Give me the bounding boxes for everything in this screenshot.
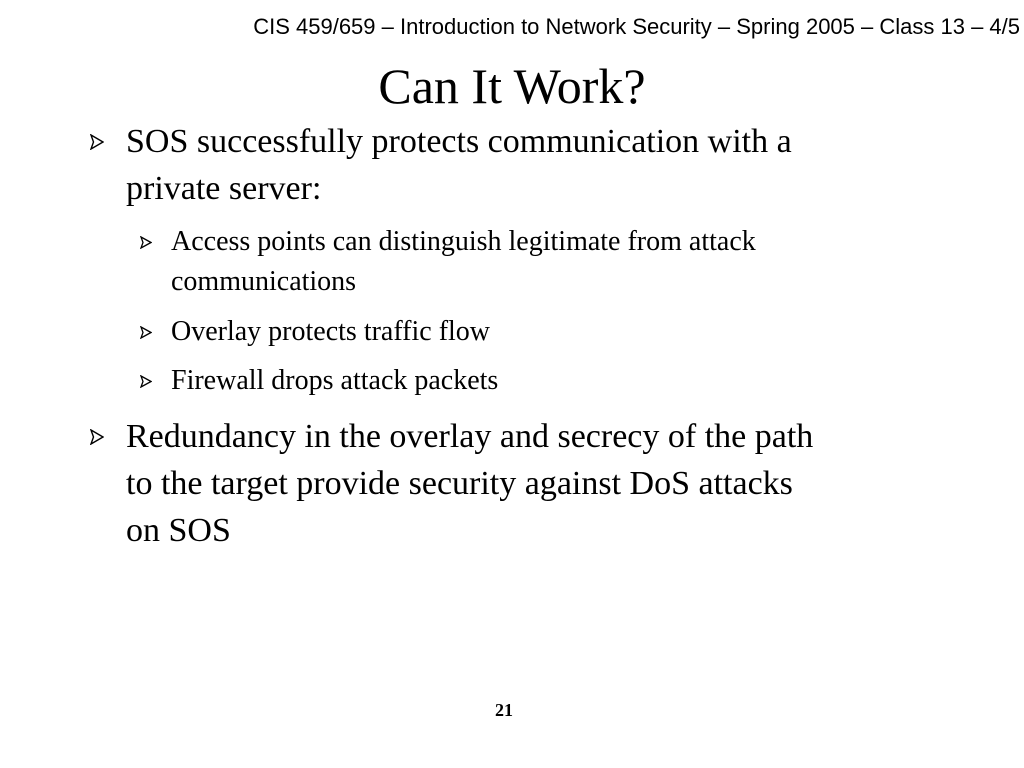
arrow-bullet-icon [140, 375, 152, 388]
bullet-text-line: Redundancy in the overlay and secrecy of the path [126, 418, 814, 455]
page-number: 21 [495, 700, 513, 720]
bullet-text-line: communications [171, 266, 357, 297]
arrow-bullet-icon [90, 134, 104, 150]
bullet-text-line: to the target provide security against DoS attacks [126, 465, 793, 502]
bullet-sos-protects [126, 118, 792, 212]
arrow-bullet-icon [140, 236, 152, 249]
bullet-firewall-drops [171, 361, 498, 401]
course-header: CIS 459/659 – Introduction to Network Security – Spring 2005 – Class 13 – 4/5 [253, 14, 1020, 39]
bullet-text-line: Firewall drops attack packets [171, 365, 499, 396]
bullet-text-line: Overlay protects traffic flow [171, 316, 491, 347]
bullet-text-line: private server: [126, 170, 322, 207]
bullet-redundancy [126, 413, 813, 554]
slide-title: Can It Work? [378, 58, 646, 114]
bullet-text-line: on SOS [126, 512, 231, 549]
arrow-bullet-icon [140, 326, 152, 339]
bullet-overlay-protects [171, 312, 490, 352]
arrow-bullet-icon [90, 429, 104, 445]
bullet-text-line: Access points can distinguish legitimate from attack [171, 226, 756, 257]
bullet-access-points [171, 222, 756, 302]
bullet-text-line: SOS successfully protects communication with a [126, 123, 792, 160]
